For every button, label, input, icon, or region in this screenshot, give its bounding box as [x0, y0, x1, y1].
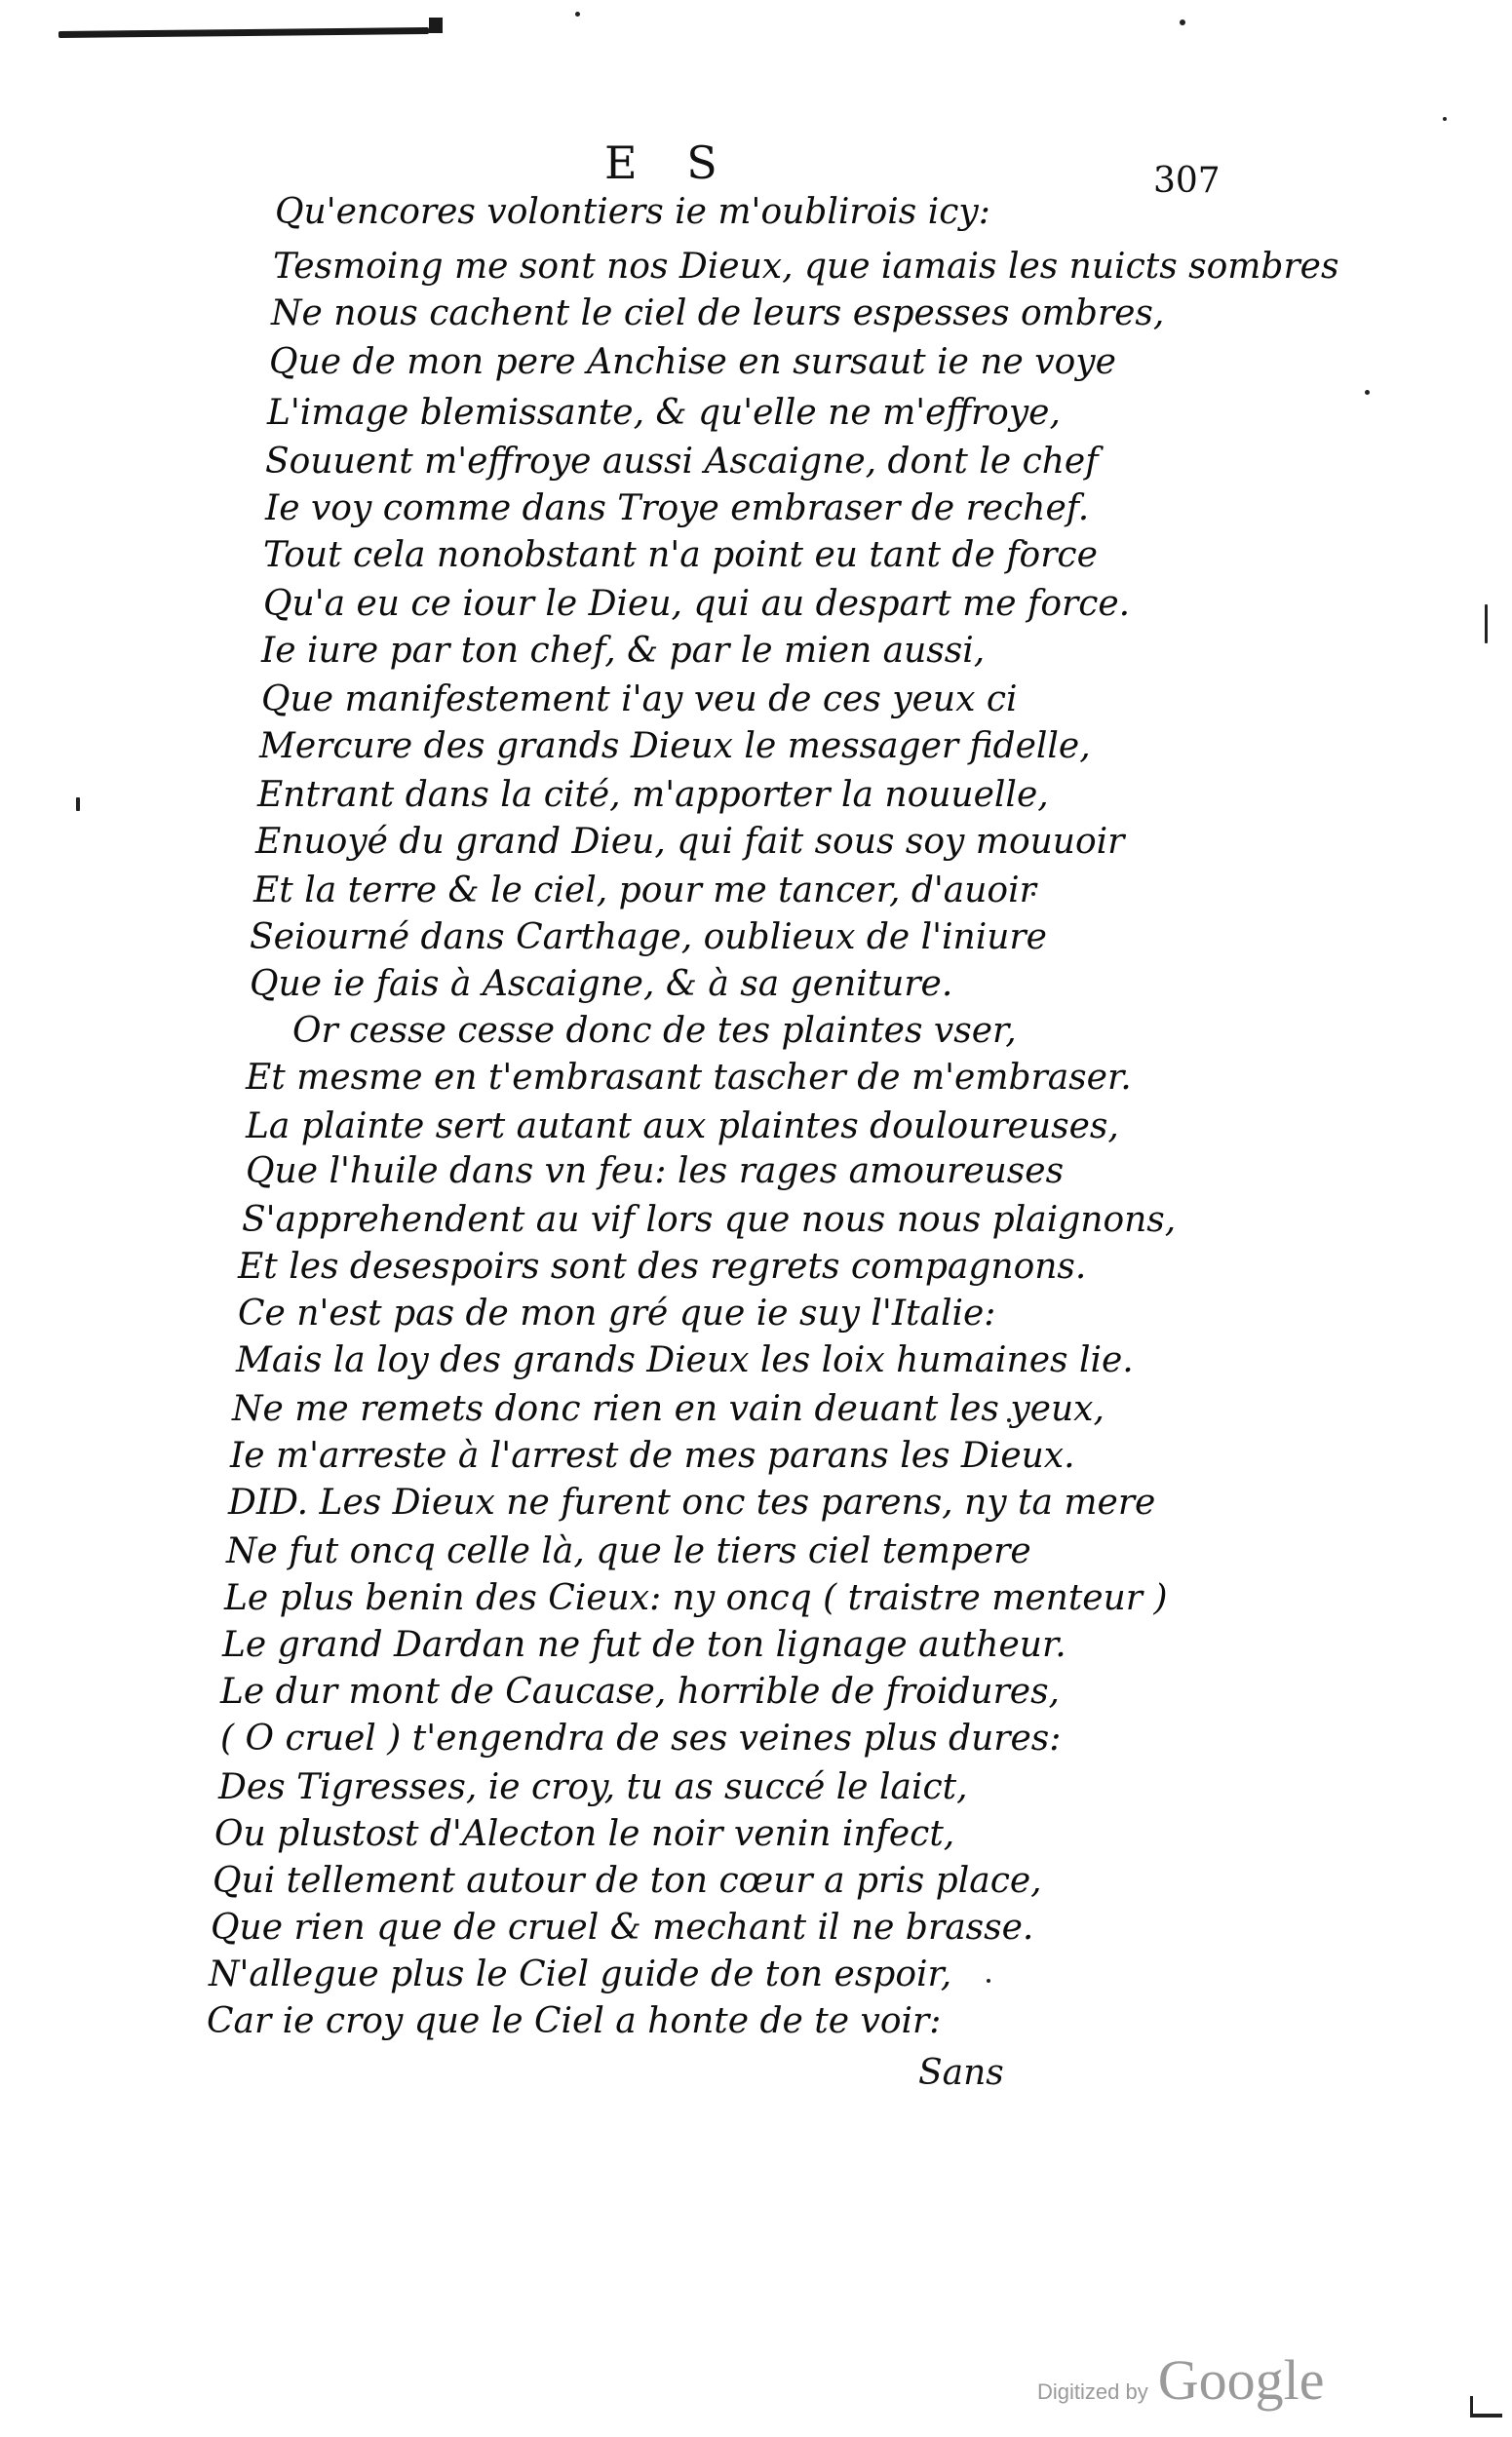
verse-line: L'image blemissante, & qu'elle ne m'effroye, — [267, 393, 1061, 433]
verse-line: S'apprehendent au vif lors que nous nous plaignons, — [242, 1200, 1177, 1240]
google-logo: Google — [1157, 2348, 1325, 2412]
verse-line: Qui tellement autour de ton cœur a pris place, — [213, 1861, 1042, 1901]
verse-line: DID. Les Dieux ne furent onc tes parens, ny ta mere — [228, 1483, 1156, 1523]
verse-line: Seiourné dans Carthage, oublieux de l'iniure — [250, 917, 1047, 957]
verse-line: La plainte sert autant aux plaintes douloureuses, — [246, 1106, 1119, 1146]
verse-line: Ou plustost d'Alecton le noir venin infect, — [214, 1814, 955, 1854]
verse-line: Que ie fais à Ascaigne, & à sa geniture. — [250, 964, 953, 1004]
verse-line: Car ie croy que le Ciel a honte de te voir: — [207, 2001, 942, 2041]
digitization-watermark — [1037, 2347, 1324, 2413]
verse-line: Tout cela nonobstant n'a point eu tant de force — [263, 535, 1098, 575]
verse-line: Ie m'arreste à l'arrest de mes parans les Dieux. — [230, 1436, 1075, 1476]
page-corner-mark — [1470, 2396, 1502, 2418]
verse-line: ( O cruel ) t'engendra de ses veines plus dures: — [220, 1719, 1062, 1759]
verse-line: N'allegue plus le Ciel guide de ton espoir, — [209, 1954, 952, 1994]
verse-line: Ne nous cachent le ciel de leurs espesses ombres, — [271, 293, 1165, 333]
verse-line: Ne me remets donc rien en vain deuant les yeux, — [232, 1389, 1105, 1429]
verse-line: Que manifestement i'ay veu de ces yeux ci — [261, 679, 1018, 719]
verse-line: Qu'encores volontiers ie m'oublirois icy: — [275, 192, 990, 232]
verse-line: Tesmoing me sont nos Dieux, que iamais les nuicts sombres — [273, 247, 1339, 287]
verse-line: Mais la loy des grands Dieux les loix humaines lie. — [236, 1340, 1134, 1380]
verse-line: Et la terre & le ciel, pour me tancer, d'auoir — [253, 870, 1036, 910]
verse-line: Que l'huile dans vn feu: les rages amoureuses — [246, 1151, 1065, 1191]
verse-line: Enuoyé du grand Dieu, qui fait sous soy mouuoir — [255, 822, 1125, 862]
verse-line: Ne fut oncq celle là, que le tiers ciel tempere — [226, 1531, 1031, 1571]
catchword: Sans — [918, 2053, 1004, 2093]
watermark-prefix: Digitized by — [1037, 2379, 1148, 2404]
verse-line: Que rien que de cruel & mechant il ne brasse. — [211, 1908, 1034, 1948]
verse-line: Le plus benin des Cieux: ny oncq ( traistre menteur ) — [224, 1578, 1168, 1618]
verse-line: Et les desespoirs sont des regrets compagnons. — [238, 1247, 1087, 1287]
verse-line: Le grand Dardan ne fut de ton lignage autheur. — [222, 1625, 1066, 1665]
running-head: E S — [604, 136, 735, 189]
verse-line: Souuent m'effroye aussi Ascaigne, dont le chef — [265, 442, 1099, 482]
verse-line: Entrant dans la cité, m'apporter la nouuelle, — [257, 775, 1049, 815]
verse-line: Le dur mont de Caucase, horrible de froidures, — [220, 1672, 1060, 1712]
verse-line: Que de mon pere Anchise en sursaut ie ne voye — [269, 342, 1116, 382]
verse-line: Qu'a eu ce iour le Dieu, qui au despart me force. — [263, 584, 1131, 624]
verse-line: Ie iure par ton chef, & par le mien aussi, — [261, 631, 986, 671]
verse-line: Mercure des grands Dieux le messager fidelle, — [259, 726, 1091, 766]
verse-line: Et mesme en t'embrasant tascher de m'embraser. — [246, 1058, 1132, 1098]
verse-line: Ce n'est pas de mon gré que ie suy l'Italie: — [238, 1294, 996, 1334]
verse-line: Or cesse cesse donc de tes plaintes vser, — [292, 1011, 1017, 1051]
page-number: 307 — [1153, 161, 1221, 201]
verse-line: Ie voy comme dans Troye embraser de rechef. — [265, 488, 1090, 528]
verse-line: Des Tigresses, ie croy, tu as succé le laict, — [218, 1767, 968, 1807]
